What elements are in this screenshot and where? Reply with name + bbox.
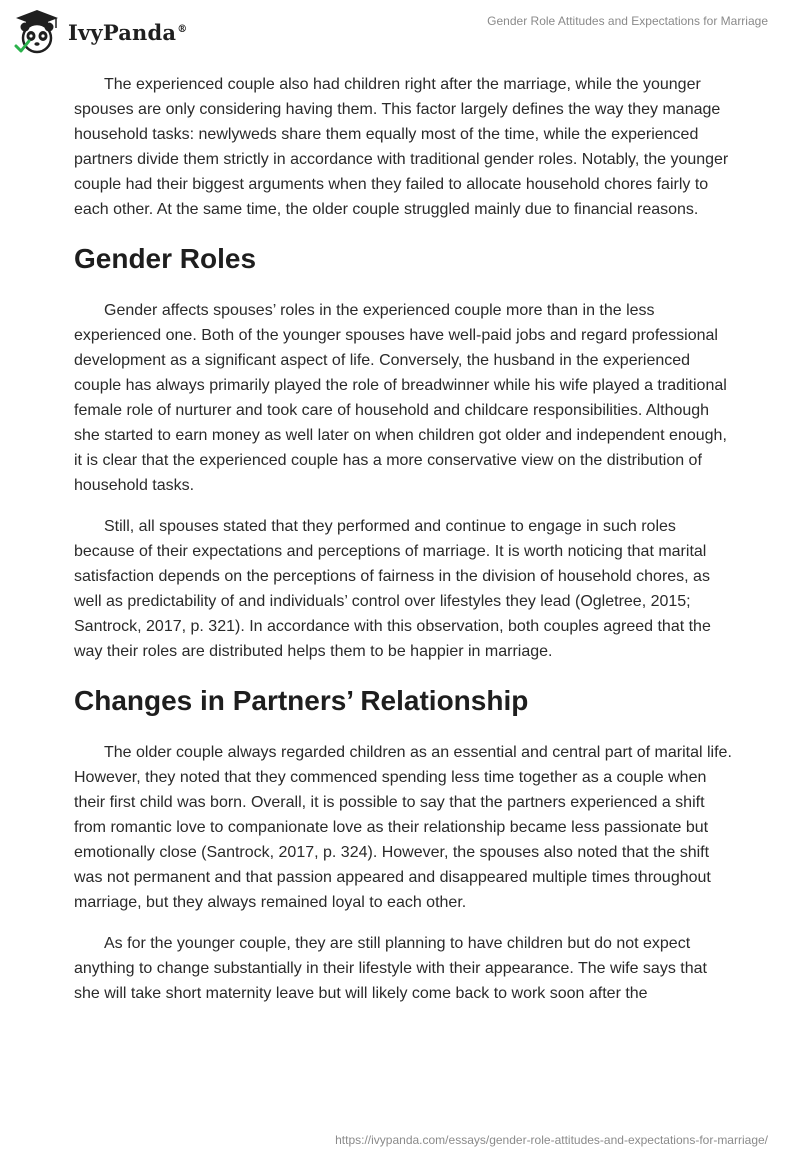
section-heading-gender-roles: Gender Roles	[74, 243, 257, 274]
source-url[interactable]: https://ivypanda.com/essays/gender-role-attitudes-and-expectations-for-marriage/	[335, 1133, 768, 1147]
brand-logo[interactable]	[12, 8, 187, 54]
brand-name: IvyPanda®	[68, 19, 188, 45]
gender-roles-paragraph-2: Still, all spouses stated that they performed and continue to engage in such roles because of their expectations and perceptions of marriage. It is worth noticing that marital satisfaction depends on the perceptions of fairness in the division of household chores, as well as predictability of and individuals’ control over lifestyles they lead (Ogletree, 2015; Santrock, 2017, p. 321). In accordance with this observation, both couples agreed that the way their roles are distributed helps them to be happier in marriage.	[74, 518, 711, 660]
document-title: Gender Role Attitudes and Expectations for Marriage	[487, 14, 768, 28]
section-heading-changes-relationship: Changes in Partners’ Relationship	[74, 685, 529, 716]
gender-roles-paragraph-1: Gender affects spouses’ roles in the experienced couple more than in the less experienced one. Both of the younger spouses have well-paid jobs and regard professional development as a significant aspect of life. Conversely, the husband in the experienced couple has always primarily played the role of breadwinner while his wife played a traditional female role of nurturer and took care of household and childcare responsibilities. Although she started to earn money as well later on when children got older and independent enough, it is clear that the experienced couple has a more conservative view on the distribution of household tasks.	[74, 302, 727, 494]
page-header	[0, 0, 800, 60]
panda-logo-icon	[12, 8, 62, 54]
essay-content	[74, 72, 734, 1022]
registered-mark: ®	[177, 23, 188, 35]
intro-paragraph: The experienced couple also had children right after the marriage, while the younger spouses are only considering having them. This factor largely defines the way they manage household tasks: newlyweds share them equally most of the time, while the experienced partners divide them strictly in accordance with traditional gender roles. Notably, the younger couple had their biggest arguments when they failed to allocate household chores fairly to each other. At the same time, the older couple struggled mainly due to financial reasons.	[74, 76, 729, 218]
changes-paragraph-2: As for the younger couple, they are still planning to have children but do not expect anything to change substantially in their lifestyle with their appearance. The wife says that she will take short maternity leave but will likely come back to work soon after the	[74, 935, 707, 1002]
changes-paragraph-1: The older couple always regarded children as an essential and central part of marital life. However, they noted that they commenced spending less time together as a couple when their first child was born. Overall, it is possible to say that the partners experienced a shift from romantic love to companionate love as their relationship became less passionate but emotionally close (Santrock, 2017, p. 324). However, the spouses also noted that the shift was not permanent and that passion appeared and disappeared multiple times throughout marriage, but they always remained loyal to each other.	[74, 744, 732, 911]
